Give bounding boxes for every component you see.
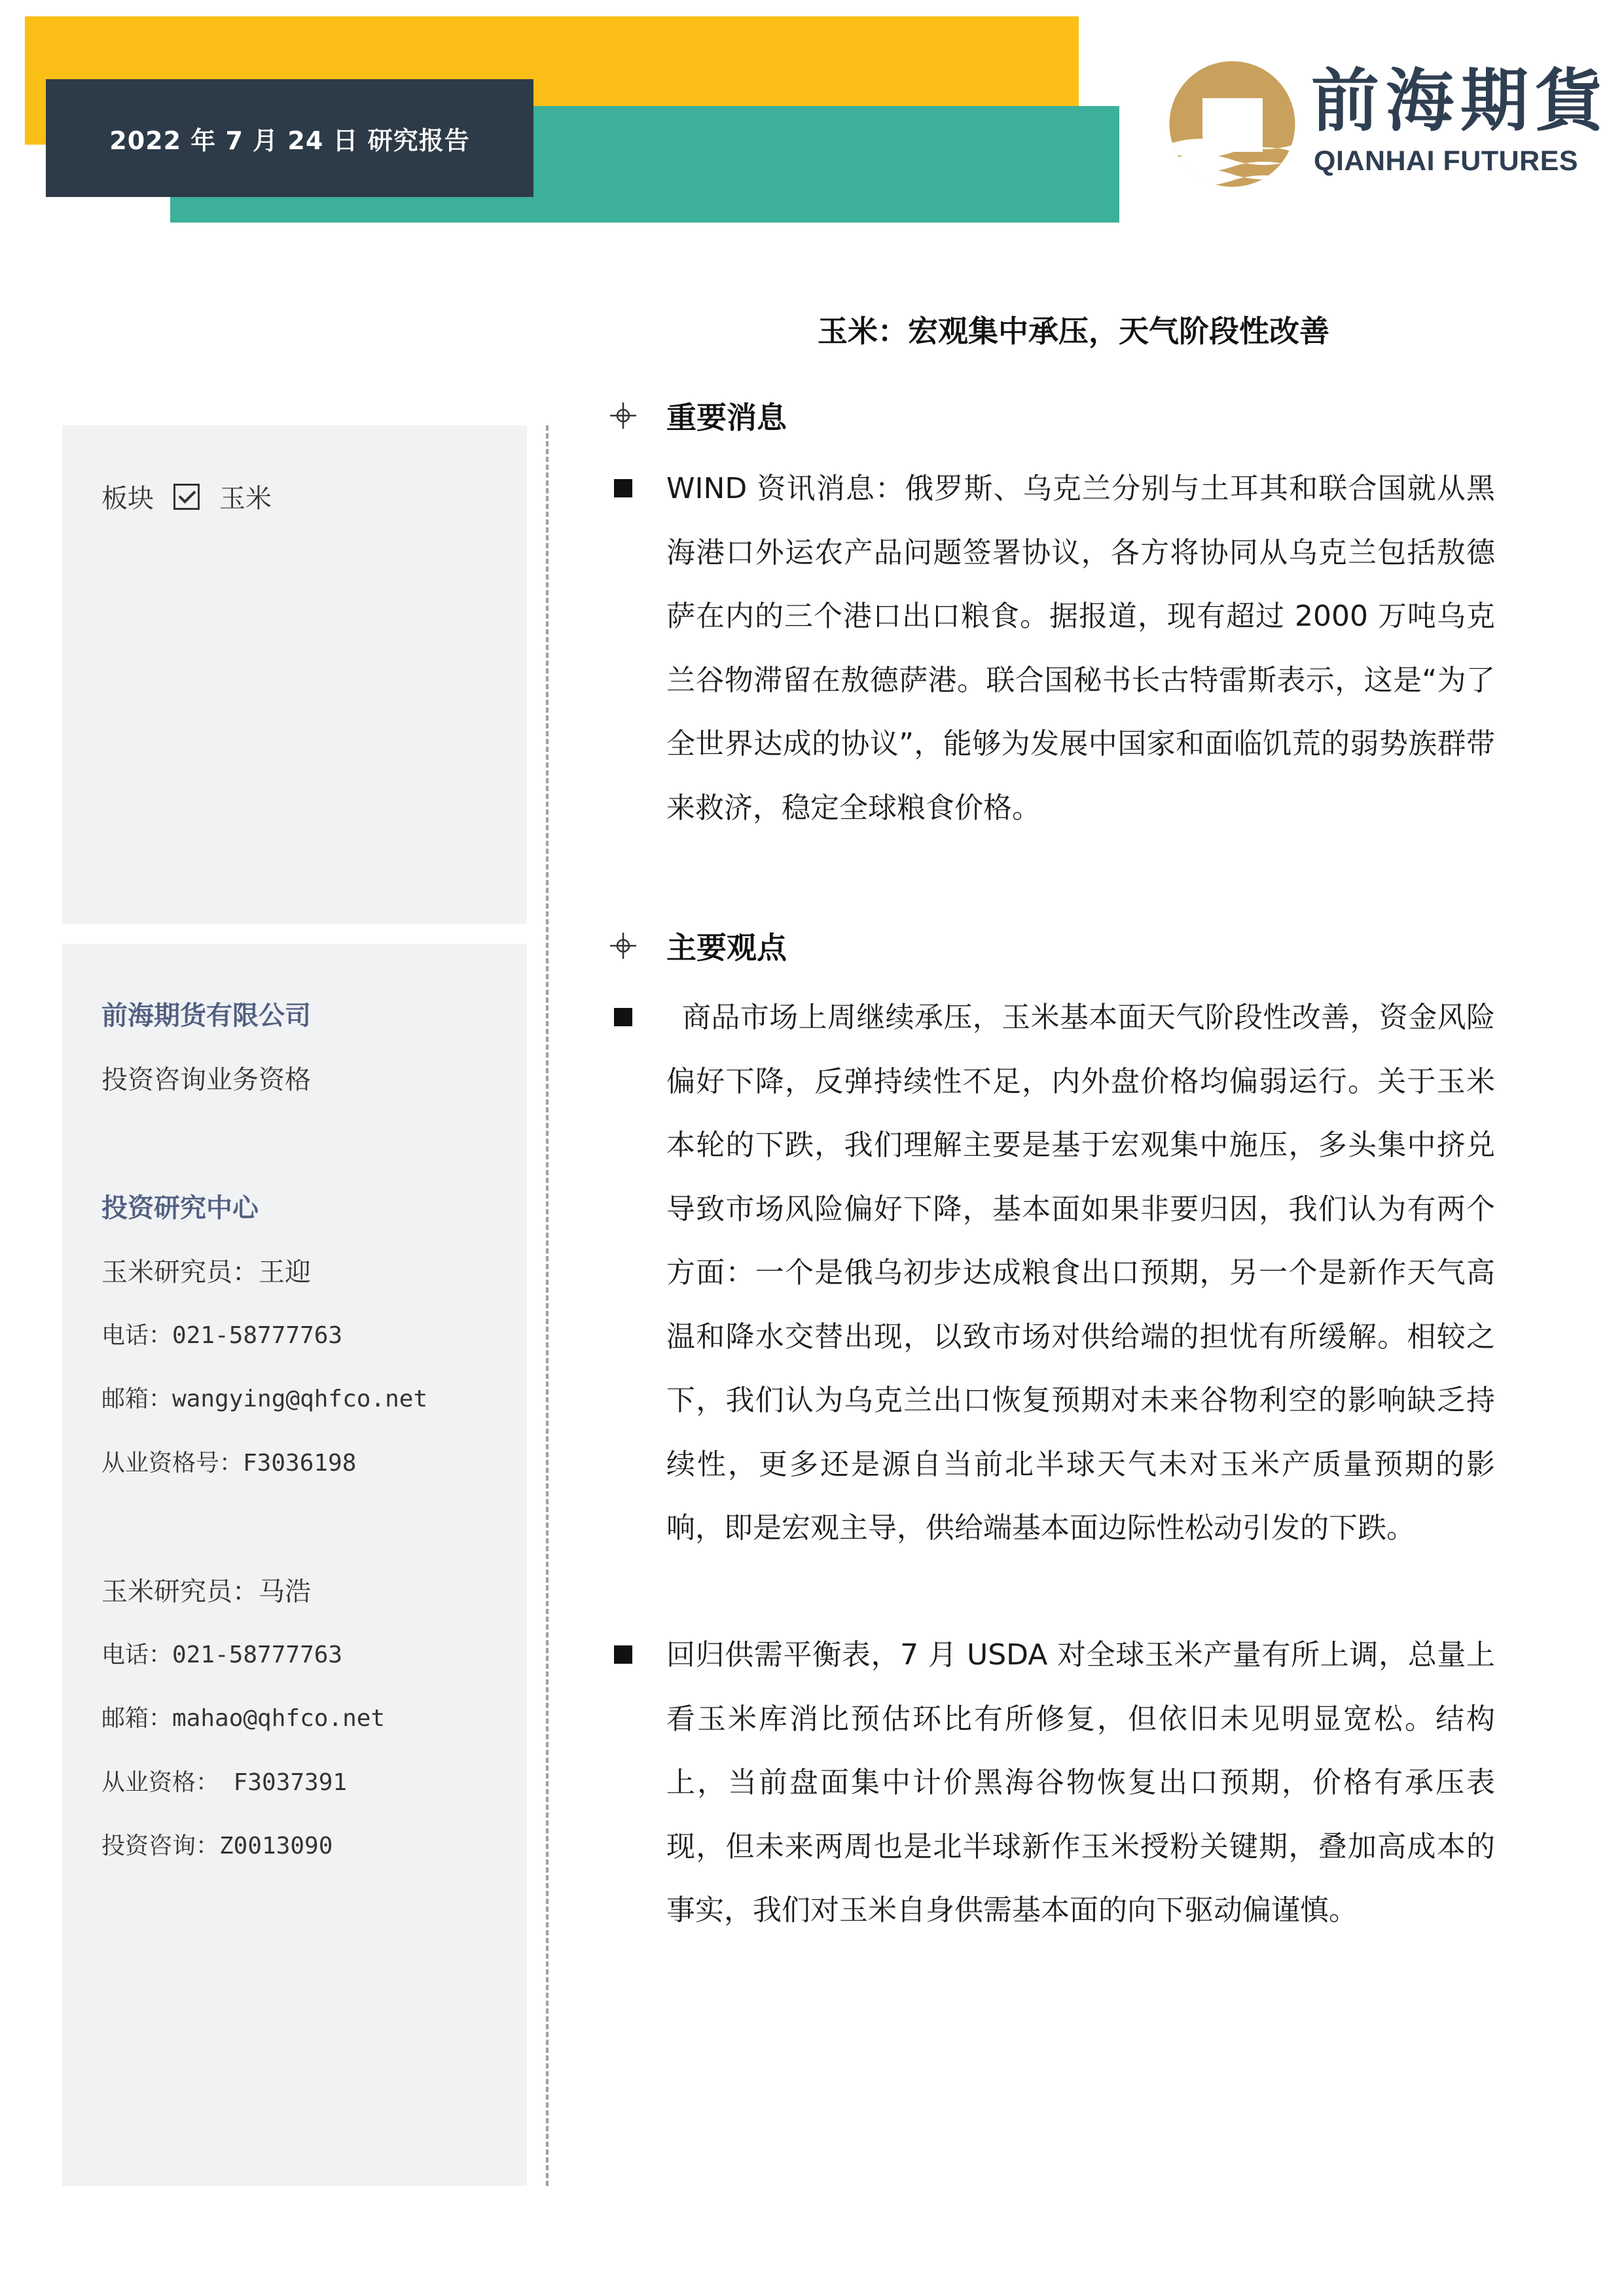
sector-panel: [62, 425, 527, 924]
research-center: 投资研究中心: [101, 1193, 259, 1223]
researcher1-phone: 电话：021-58777763: [101, 1322, 343, 1349]
report-date: 2022 年 7 月 24 日 研究报告: [109, 126, 470, 155]
report-title: 玉米：宏观集中承压，天气阶段性改善: [818, 314, 1329, 349]
column-divider: [546, 425, 549, 2186]
qualification: 投资咨询业务资格: [101, 1065, 311, 1095]
researcher2-email: 邮箱：mahao@qhfco.net: [101, 1705, 386, 1732]
news-paragraph: WIND 资讯消息：俄罗斯、乌克兰分别与土耳其和联合国就从黑海港口外运农产品问题签署协议，各方将协同从乌克兰包括敖德萨在内的三个港口出口粮食。据报道，现有超过 2000 万吨乌克兰谷物滞留在敖德萨港。联合国秘书长古特雷斯表示，这是“为了全世界达成的协议”，能够为发展中国家和面临饥荒的弱势族群带来救济，稳定全球粮食价格。: [666, 472, 1495, 825]
logo-mark-icon: [1168, 60, 1296, 188]
researcher2-phone: 电话：021-58777763: [101, 1641, 343, 1668]
sector-label: 板块: [101, 484, 154, 514]
researcher2-name: 玉米研究员：马浩: [101, 1577, 311, 1607]
square-bullet-icon: [614, 479, 632, 497]
logo-english-name: QIANHAI FUTURES: [1314, 145, 1579, 177]
checkbox-checked-icon: [173, 484, 200, 510]
news-section-heading: [609, 394, 787, 437]
news-title: 重要消息: [666, 400, 787, 435]
views-title: 主要观点: [666, 930, 787, 965]
views-section-heading: [609, 924, 787, 967]
researcher2-license: 从业资格： F3037391: [101, 1769, 348, 1796]
crosshair-icon: [609, 401, 638, 430]
company-logo: [1168, 60, 1610, 191]
crosshair-icon: [609, 931, 638, 960]
square-bullet-icon: [614, 1008, 632, 1026]
researcher1-license: 从业资格号：F3036198: [101, 1450, 357, 1477]
logo-chinese-name: 前海期貨: [1311, 60, 1610, 141]
square-bullet-icon: [614, 1645, 632, 1664]
view-paragraph-1: 商品市场上周继续承压，玉米基本面天气阶段性改善，资金风险偏好下降，反弹持续性不足，内外盘价格均偏弱运行。关于玉米本轮的下跌，我们理解主要是基于宏观集中施压，多头集中挤兑导致市场风险偏好下降，基本面如果非要归因，我们认为有两个方面：一个是俄乌初步达成粮食出口预期，另一个是新作天气高温和降水交替出现，以致市场对供给端的担忧有所缓解。相较之下，我们认为乌克兰出口恢复预期对未来谷物利空的影响缺乏持续性，更多还是源自当前北半球天气未对玉米产质量预期的影响，即是宏观主导，供给端基本面边际性松动引发的下跌。: [666, 1001, 1495, 1545]
sector-value: 玉米: [219, 484, 272, 514]
researcher2-advisory: 投资咨询：Z0013090: [101, 1833, 333, 1859]
sector-row: [101, 478, 272, 515]
company-name: 前海期货有限公司: [101, 1001, 311, 1031]
researcher1-name: 玉米研究员：王迎: [101, 1257, 311, 1287]
header-date-box: [46, 79, 533, 197]
view-paragraph-2: 回归供需平衡表，7 月 USDA 对全球玉米产量有所上调，总量上看玉米库消比预估环比有所修复，但依旧未见明显宽松。结构上，当前盘面集中计价黑海谷物恢复出口预期，价格有承压表现，但未来两周也是北半球新作玉米授粉关键期，叠加高成本的事实，我们对玉米自身供需基本面的向下驱动偏谨慎。: [666, 1638, 1495, 1927]
researcher1-email: 邮箱：wangying@qhfco.net: [101, 1386, 428, 1412]
contact-panel: [62, 944, 527, 2186]
